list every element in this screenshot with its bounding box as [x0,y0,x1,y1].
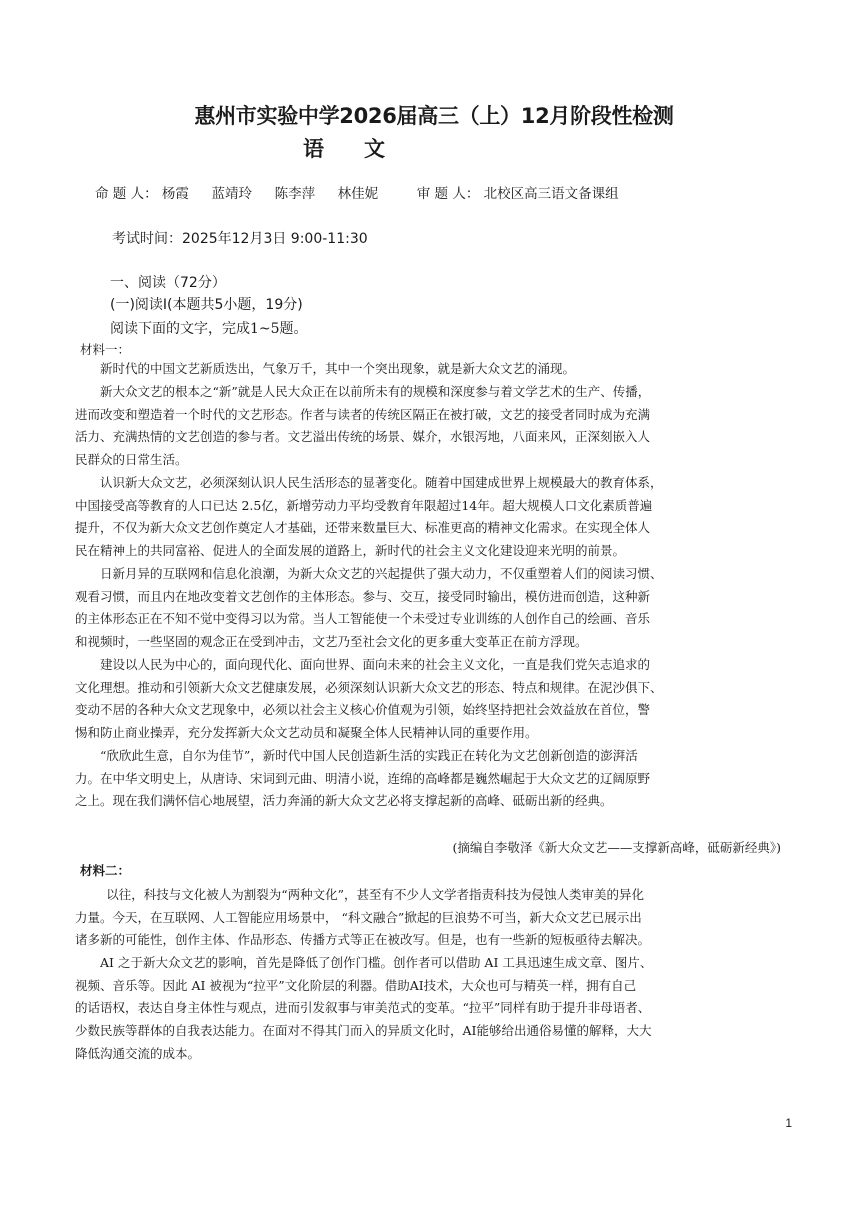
text-line: 新大众文艺的根本之“新”就是人民大众正在以前所未有的规模和深度参与着文学艺术的生产、传播， [100,384,651,399]
author-name: 蓝靖玲 [211,186,252,202]
section-subheading: (一)阅读Ⅰ(本题共5小题，19分) [110,297,303,313]
text-line: “欣欣此生意，自尔为佳节”，新时代中国人民创造新生活的实践正在转化为文艺创新创造的澎湃活 [100,748,638,763]
text-line: 少数民族等群体的自我表达能力。在面对不得其门而入的异质文化时，AI能够给出通俗易懂的解释，大大 [75,1023,652,1039]
reviewer-label: 审 题 人： [416,186,480,202]
text-line: 建设以人民为中心的，面向现代化、面向世界、面向未来的社会主义文化，一直是我们党矢志追求的 [100,657,651,672]
text-line: 民在精神上的共同富裕、促进人的全面发展的道路上，新时代的社会主义文化建设迎来光明的前景。 [75,543,626,559]
text-line: 活力、充满热情的文艺创造的参与者。文艺溢出传统的场景、媒介，水银泻地，八面来风，正深刻嵌入人 [75,429,651,445]
text-line: 提升，不仅为新大众文艺创作奠定人才基础，还带来数量巨大、标准更高的精神文化需求。在实现全体人 [75,520,651,536]
material1-paragraph [75,381,793,472]
section-instruction: 阅读下面的文字，完成1~5题。 [110,321,308,337]
reviewer-name: 北校区高三语文备课组 [483,186,619,202]
text-line: 和视频时，一些坚固的观念正在受到冲击，文艺乃至社会文化的更多重大变革正在前方浮现。 [75,634,588,650]
text-line: 观看习惯，而且内在地改变着文艺创作的主体形态。参与、交互，接受同时输出，模仿进而创造，这种新 [75,588,651,604]
text-line: 惕和防止商业操弄，充分发挥新大众文艺动员和凝聚全体人民精神认同的重要作用。 [75,725,538,741]
text-line: 中国接受高等教育的人口已达 2.5亿，新增劳动力平均受教育年限超过14年。超大规模人口文化素质普遍 [75,497,653,513]
text-line: 文化理想。推动和引领新大众文艺健康发展，必须深刻认识新大众文艺的形态、特点和规律。在泥沙俱下、 [75,679,663,695]
material1-paragraph [75,358,793,381]
author-name: 杨霞 [161,186,189,202]
material2-paragraph [75,952,793,1066]
material2-label: 材料二： [80,863,131,878]
text-line: 日新月异的互联网和信息化浪潮，为新大众文艺的兴起提供了强大动力，不仅重塑着人们的阅读习惯、 [100,566,663,581]
text-line: 以往，科技与文化被人为割裂为“两种文化”，甚至有不少人文学者指责科技为侵蚀人类审美的异化 [106,887,645,902]
material1-label: 材料一： [80,342,131,357]
author-line [95,182,619,202]
author-name: 林佳妮 [337,186,379,202]
text-line: 新时代的中国文艺新质迭出，气象万千，其中一个突出现象，就是新大众文艺的涌现。 [100,361,576,376]
text-line: 视频、音乐等。因此 AI 被视为“拉平”文化阶层的利器。借助AI技术，大众也可与精英一样，拥有自己 [75,977,637,993]
text-line: 的主体形态正在不知不觉中变得习以为常。当人工智能使一个未受过专业训练的人创作自己的绘画、音乐 [75,611,651,627]
page-number: 1 [785,1116,792,1130]
material1-paragraph [75,654,793,745]
text-line: 认识新大众文艺，必须深刻认识人民生活形态的显著变化。随着中国建成世界上规模最大的教育体系， [100,475,663,490]
subject-title: 语文 [303,137,425,161]
text-line: 民群众的日常生活。 [75,452,188,468]
exam-time: 考试时间：2025年12月3日 9:00-11:30 [112,231,368,247]
text-line: 诸多新的可能性，创作主体、作品形态、传播方式等正在被改写。但是，也有一些新的短板亟待去解决。 [75,932,651,948]
text-line: 之上。现在我们满怀信心地展望，活力奔涌的新大众文艺必将支撑起新的高峰、砥砺出新的经典。 [75,793,613,809]
text-line: 力。在中华文明史上，从唐诗、宋词到元曲、明清小说，连绵的高峰都是巍然崛起于大众文艺的辽阔原野 [75,770,651,786]
text-line: 降低沟通交流的成本。 [75,1045,201,1061]
author-name: 陈李萍 [274,186,316,202]
text-line: 力量。今天，在互联网、人工智能应用场景中， “科文融合”掀起的巨浪势不可当，新大众文艺已展示出 [75,909,642,925]
text-line: AI 之于新大众文艺的影响，首先是降低了创作门槛。创作者可以借助 AI 工具迅速生成文章、图片、 [100,955,653,970]
text-line: 进而改变和塑造着一个时代的文艺形态。作者与读者的传统区隔正在被打破，文艺的接受者同时成为充满 [75,406,651,422]
exam-title: 惠州市实验中学2026届高三（上）12月阶段性检测 [194,104,674,128]
text-line: 的话语权，表达自身主体性与观点，进而引发叙事与审美范式的变革。“拉平”同样有助于提升非母语者、 [75,1000,651,1016]
material2-paragraph [75,884,793,952]
material1-source: (摘编自李敬泽《新大众文艺——支撑新高峰，砥砺新经典》) [452,840,781,855]
text-line: 变动不居的各种大众文艺现象中，必须以社会主义核心价值观为引领，始终坚持把社会效益放在首位，警 [75,702,651,718]
material1-paragraph [75,563,793,654]
authors-label: 命 题 人： [95,186,158,202]
material1-paragraph [75,745,793,813]
material1-paragraph [75,472,793,563]
section-heading: 一、阅读（72分） [110,275,226,291]
